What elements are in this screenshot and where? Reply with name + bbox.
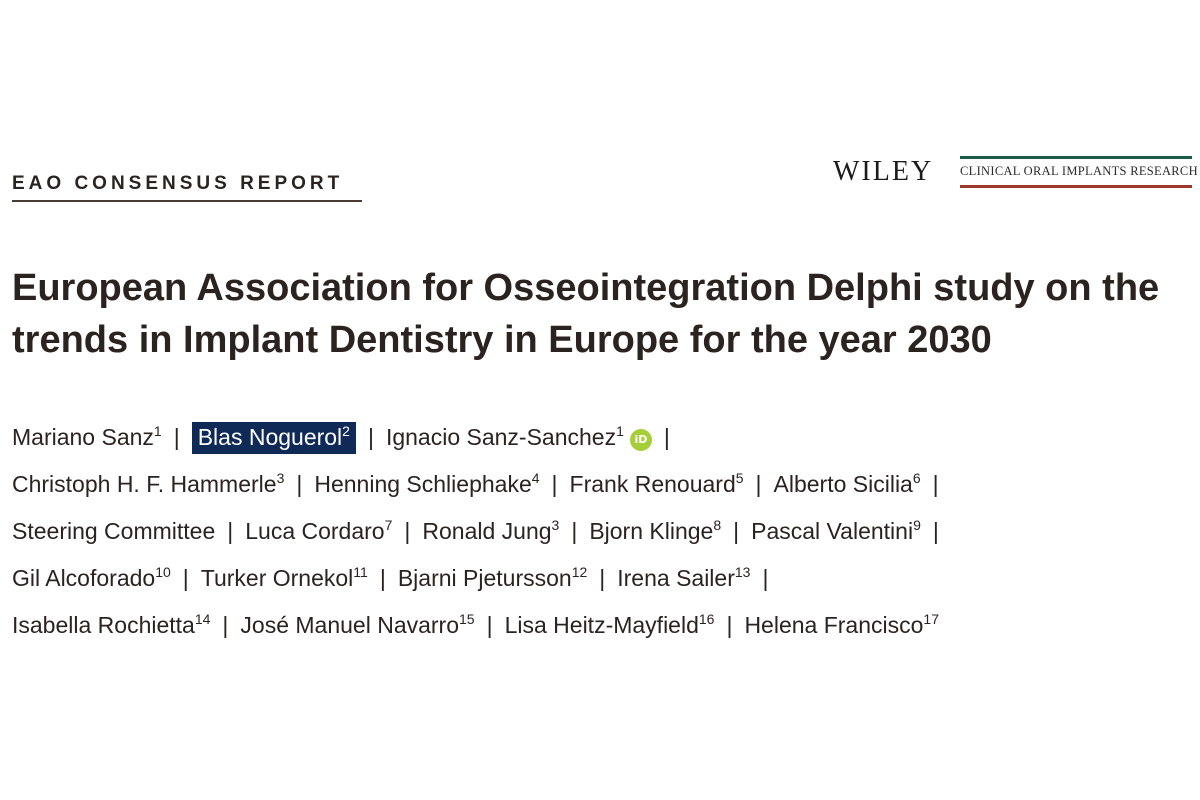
author-name[interactable] bbox=[12, 424, 162, 450]
author-name-text: Lisa Heitz-Mayfield bbox=[504, 612, 699, 638]
article-title-line-2: trends in Implant Dentistry in Europe for the year 2030 bbox=[12, 319, 992, 361]
author-name-text: Turker Ornekol bbox=[200, 565, 354, 591]
author-name[interactable] bbox=[12, 518, 215, 544]
author-name-text: Blas Noguerol bbox=[197, 424, 343, 450]
author-name-text: Luca Cordaro bbox=[245, 518, 385, 544]
author-name-text: Irena Sailer bbox=[617, 565, 735, 591]
author-name[interactable] bbox=[505, 612, 715, 638]
journal-logo-stripe-top bbox=[960, 156, 1192, 159]
article-title bbox=[12, 262, 1197, 366]
affiliation-number: 4 bbox=[531, 470, 540, 486]
publisher-logo[interactable]: WILEY bbox=[833, 156, 934, 187]
affiliation-number: 14 bbox=[194, 611, 211, 627]
author-list bbox=[12, 414, 1200, 649]
author-name[interactable] bbox=[386, 424, 624, 450]
affiliation-number: 13 bbox=[734, 564, 751, 580]
author-name-text: Isabella Rochietta bbox=[12, 612, 195, 638]
author-separator: | bbox=[486, 612, 493, 638]
author-name-text: Ronald Jung bbox=[422, 518, 552, 544]
author-name[interactable] bbox=[245, 518, 392, 544]
affiliation-number: 2 bbox=[342, 423, 350, 439]
author-name-text: Helena Francisco bbox=[744, 612, 924, 638]
affiliation-number: 15 bbox=[459, 611, 475, 627]
affiliation-number: 8 bbox=[713, 517, 722, 533]
author-line bbox=[12, 461, 1200, 508]
author-name[interactable] bbox=[422, 518, 559, 544]
author-separator: | bbox=[551, 471, 558, 497]
affiliation-number: 12 bbox=[571, 564, 588, 580]
orcid-icon[interactable]: iD bbox=[630, 429, 652, 451]
author-separator: | bbox=[663, 424, 670, 450]
affiliation-number: 3 bbox=[276, 470, 285, 486]
author-name-text: Steering Committee bbox=[12, 518, 216, 544]
author-name-text: Ignacio Sanz-Sanchez bbox=[385, 424, 617, 450]
affiliation-number: 7 bbox=[384, 517, 393, 533]
author-name[interactable] bbox=[398, 565, 587, 591]
author-name[interactable] bbox=[744, 612, 939, 638]
journal-logo-stripe-bottom bbox=[960, 185, 1192, 188]
affiliation-number: 16 bbox=[698, 611, 715, 627]
author-separator: | bbox=[932, 518, 939, 544]
article-title-line-1: European Association for Osseointegration Delphi study on the bbox=[12, 267, 1160, 309]
author-name-text: Alberto Sicilia bbox=[773, 471, 913, 497]
author-line bbox=[12, 508, 1200, 555]
author-name[interactable] bbox=[774, 471, 921, 497]
author-name-text: Frank Renouard bbox=[569, 471, 736, 497]
author-name[interactable] bbox=[201, 565, 368, 591]
author-separator: | bbox=[379, 565, 386, 591]
author-separator: | bbox=[599, 565, 606, 591]
author-line bbox=[12, 414, 1200, 461]
affiliation-number: 1 bbox=[616, 423, 624, 439]
author-separator: | bbox=[227, 518, 234, 544]
author-separator: | bbox=[755, 471, 762, 497]
author-separator: | bbox=[222, 612, 229, 638]
affiliation-number: 6 bbox=[912, 470, 921, 486]
author-separator: | bbox=[182, 565, 189, 591]
author-name[interactable] bbox=[617, 565, 750, 591]
section-label: EAO CONSENSUS REPORT bbox=[12, 173, 344, 194]
journal-name: CLINICAL ORAL IMPLANTS RESEARCH bbox=[960, 164, 1198, 178]
author-name-text: Bjorn Klinge bbox=[589, 518, 714, 544]
author-name[interactable] bbox=[12, 612, 210, 638]
affiliation-number: 10 bbox=[155, 564, 171, 580]
author-line bbox=[12, 555, 1200, 602]
author-separator: | bbox=[367, 424, 374, 450]
author-separator: | bbox=[932, 471, 939, 497]
author-name[interactable] bbox=[570, 471, 744, 497]
author-name-text: Bjarni Pjetursson bbox=[397, 565, 572, 591]
author-name-text: Gil Alcoforado bbox=[12, 565, 156, 591]
author-name[interactable] bbox=[751, 518, 921, 544]
author-separator: | bbox=[733, 518, 740, 544]
article-header bbox=[0, 0, 1200, 220]
journal-logo[interactable] bbox=[960, 156, 1198, 188]
author-separator: | bbox=[173, 424, 180, 450]
author-line bbox=[12, 602, 1200, 649]
author-separator: | bbox=[404, 518, 411, 544]
affiliation-number: 9 bbox=[913, 517, 921, 533]
author-name-text: Mariano Sanz bbox=[12, 424, 154, 450]
author-name-text: José Manuel Navarro bbox=[240, 612, 460, 638]
author-separator: | bbox=[762, 565, 769, 591]
affiliation-number: 17 bbox=[923, 611, 939, 627]
author-name[interactable] bbox=[314, 471, 539, 497]
author-name[interactable] bbox=[589, 518, 721, 544]
affiliation-number: 5 bbox=[735, 470, 744, 486]
author-separator: | bbox=[571, 518, 578, 544]
author-name[interactable] bbox=[192, 422, 356, 454]
author-separator: | bbox=[296, 471, 303, 497]
author-name-text: Christoph H. F. Hammerle bbox=[12, 471, 277, 497]
author-name[interactable] bbox=[12, 471, 284, 497]
author-separator: | bbox=[726, 612, 733, 638]
section-rule bbox=[12, 200, 362, 202]
author-name[interactable] bbox=[240, 612, 474, 638]
affiliation-number: 11 bbox=[353, 564, 368, 580]
author-name[interactable] bbox=[12, 565, 171, 591]
affiliation-number: 1 bbox=[153, 423, 162, 439]
author-name-text: Henning Schliephake bbox=[314, 471, 532, 497]
affiliation-number: 3 bbox=[551, 517, 560, 533]
author-name-text: Pascal Valentini bbox=[751, 518, 914, 544]
